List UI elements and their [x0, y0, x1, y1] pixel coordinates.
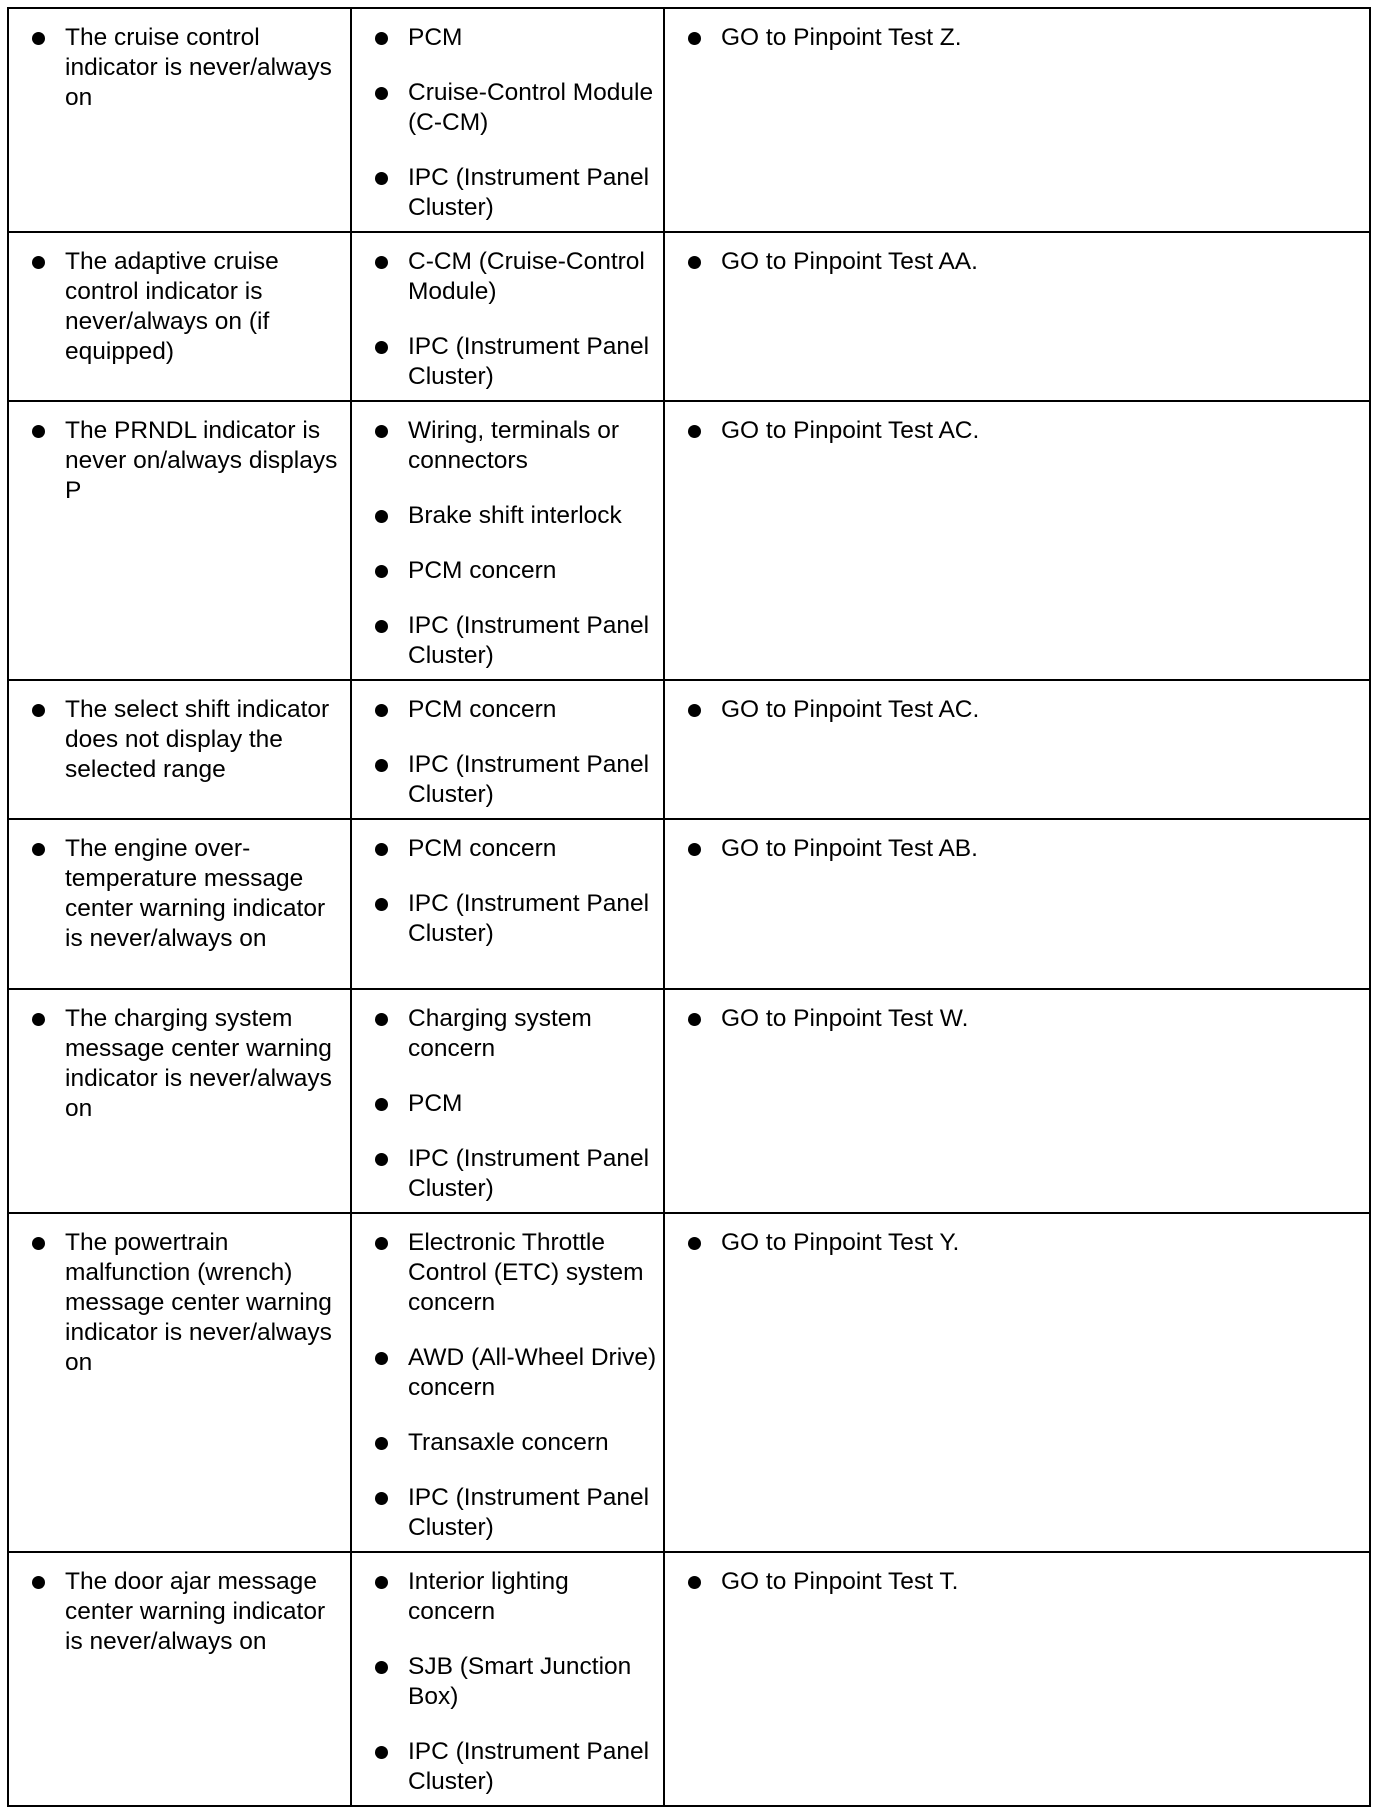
source-item-text: IPC (Instrument Panel Cluster)	[408, 164, 650, 221]
possible-sources-cell	[351, 680, 664, 819]
possible-sources-list	[372, 23, 657, 223]
bullet-icon	[32, 256, 45, 269]
action-list	[685, 1228, 1363, 1258]
condition-item	[29, 416, 344, 506]
bullet-icon	[375, 1437, 388, 1450]
condition-cell	[8, 680, 351, 819]
symptom-chart-table	[7, 7, 1371, 1807]
action-item	[685, 834, 1363, 864]
bullet-icon	[688, 843, 701, 856]
action-cell	[664, 1213, 1370, 1552]
bullet-icon	[688, 704, 701, 717]
action-item-text: GO to Pinpoint Test Z.	[721, 24, 962, 51]
action-list	[685, 695, 1363, 725]
source-item-text: Cruise-Control Module (C-CM)	[408, 79, 654, 136]
table-row	[8, 1552, 1370, 1806]
source-item-text: PCM concern	[408, 557, 557, 584]
condition-cell	[8, 401, 351, 680]
bullet-icon	[375, 1492, 388, 1505]
bullet-icon	[32, 1576, 45, 1589]
action-item	[685, 695, 1363, 725]
source-item	[372, 1483, 657, 1543]
source-item	[372, 501, 657, 531]
bullet-icon	[375, 1098, 388, 1111]
possible-sources-cell	[351, 1213, 664, 1552]
source-item-text: PCM	[408, 1090, 463, 1117]
bullet-icon	[32, 1237, 45, 1250]
action-item-text: GO to Pinpoint Test W.	[721, 1005, 969, 1032]
condition-item-text: The cruise control indicator is never/always on	[65, 24, 332, 111]
source-item	[372, 1737, 657, 1797]
possible-sources-list	[372, 1004, 657, 1204]
action-cell	[664, 1552, 1370, 1806]
action-item-text: GO to Pinpoint Test AC.	[721, 696, 980, 723]
source-item-text: IPC (Instrument Panel Cluster)	[408, 751, 650, 808]
condition-list	[29, 416, 344, 506]
condition-cell	[8, 1552, 351, 1806]
condition-cell	[8, 819, 351, 989]
source-item-text: PCM concern	[408, 835, 557, 862]
action-cell	[664, 989, 1370, 1213]
condition-item-text: The powertrain malfunction (wrench) message center warning indicator is never/always on	[65, 1229, 332, 1376]
action-list	[685, 23, 1363, 53]
source-item	[372, 750, 657, 810]
bullet-icon	[375, 32, 388, 45]
action-item-text: GO to Pinpoint Test AC.	[721, 417, 980, 444]
action-cell	[664, 401, 1370, 680]
source-item-text: SJB (Smart Junction Box)	[408, 1653, 632, 1710]
possible-sources-cell	[351, 401, 664, 680]
bullet-icon	[32, 32, 45, 45]
bullet-icon	[375, 256, 388, 269]
bullet-icon	[375, 704, 388, 717]
condition-list	[29, 1567, 344, 1657]
table-row	[8, 8, 1370, 232]
source-item	[372, 247, 657, 307]
bullet-icon	[375, 1576, 388, 1589]
source-item	[372, 1144, 657, 1204]
source-item	[372, 163, 657, 223]
action-cell	[664, 232, 1370, 401]
source-item	[372, 78, 657, 138]
table-row	[8, 680, 1370, 819]
source-item-text: Charging system concern	[408, 1005, 592, 1062]
source-item	[372, 1228, 657, 1318]
bullet-icon	[688, 256, 701, 269]
action-cell	[664, 680, 1370, 819]
possible-sources-cell	[351, 819, 664, 989]
action-item	[685, 1567, 1363, 1597]
bullet-icon	[375, 1013, 388, 1026]
action-item	[685, 1228, 1363, 1258]
source-item	[372, 332, 657, 392]
condition-cell	[8, 8, 351, 232]
source-item	[372, 611, 657, 671]
possible-sources-list	[372, 1228, 657, 1543]
condition-cell	[8, 989, 351, 1213]
condition-item	[29, 23, 344, 113]
source-item-text: IPC (Instrument Panel Cluster)	[408, 1484, 650, 1541]
bullet-icon	[32, 843, 45, 856]
condition-item-text: The charging system message center warning indicator is never/always on	[65, 1005, 332, 1122]
possible-sources-list	[372, 1567, 657, 1797]
source-item-text: IPC (Instrument Panel Cluster)	[408, 333, 650, 390]
source-item-text: IPC (Instrument Panel Cluster)	[408, 890, 650, 947]
condition-cell	[8, 232, 351, 401]
bullet-icon	[375, 565, 388, 578]
source-item	[372, 1428, 657, 1458]
action-item-text: GO to Pinpoint Test T.	[721, 1568, 959, 1595]
source-item-text: Interior lighting concern	[408, 1568, 569, 1625]
condition-item	[29, 1567, 344, 1657]
condition-list	[29, 834, 344, 954]
table-row	[8, 1213, 1370, 1552]
possible-sources-cell	[351, 1552, 664, 1806]
source-item-text: PCM concern	[408, 696, 557, 723]
bullet-icon	[688, 425, 701, 438]
condition-item-text: The select shift indicator does not display the selected range	[65, 696, 330, 783]
table-row	[8, 401, 1370, 680]
bullet-icon	[688, 1013, 701, 1026]
source-item	[372, 834, 657, 864]
source-item-text: C-CM (Cruise-Control Module)	[408, 248, 645, 305]
symptom-chart-body	[8, 8, 1370, 1806]
bullet-icon	[375, 87, 388, 100]
source-item	[372, 1652, 657, 1712]
bullet-icon	[375, 1661, 388, 1674]
source-item	[372, 1004, 657, 1064]
bullet-icon	[375, 1237, 388, 1250]
bullet-icon	[375, 620, 388, 633]
source-item	[372, 23, 657, 53]
table-row	[8, 819, 1370, 989]
source-item-text: Brake shift interlock	[408, 502, 622, 529]
bullet-icon	[375, 843, 388, 856]
source-item	[372, 1567, 657, 1627]
source-item	[372, 416, 657, 476]
source-item-text: Electronic Throttle Control (ETC) system concern	[408, 1229, 644, 1316]
bullet-icon	[32, 704, 45, 717]
possible-sources-list	[372, 247, 657, 392]
bullet-icon	[32, 425, 45, 438]
possible-sources-cell	[351, 8, 664, 232]
source-item	[372, 695, 657, 725]
source-item-text: IPC (Instrument Panel Cluster)	[408, 1145, 650, 1202]
condition-list	[29, 695, 344, 785]
possible-sources-list	[372, 834, 657, 949]
condition-list	[29, 23, 344, 113]
bullet-icon	[375, 510, 388, 523]
action-list	[685, 1567, 1363, 1597]
bullet-icon	[688, 1576, 701, 1589]
source-item-text: IPC (Instrument Panel Cluster)	[408, 612, 650, 669]
source-item	[372, 556, 657, 586]
condition-item	[29, 834, 344, 954]
source-item	[372, 1343, 657, 1403]
action-item	[685, 416, 1363, 446]
possible-sources-list	[372, 416, 657, 671]
source-item-text: IPC (Instrument Panel Cluster)	[408, 1738, 650, 1795]
source-item-text: Wiring, terminals or connectors	[408, 417, 620, 474]
action-item-text: GO to Pinpoint Test AB.	[721, 835, 978, 862]
action-list	[685, 834, 1363, 864]
action-list	[685, 1004, 1363, 1034]
action-cell	[664, 8, 1370, 232]
action-item-text: GO to Pinpoint Test AA.	[721, 248, 978, 275]
source-item	[372, 1089, 657, 1119]
condition-list	[29, 1004, 344, 1124]
source-item-text: Transaxle concern	[408, 1429, 609, 1456]
condition-item	[29, 247, 344, 367]
bullet-icon	[375, 172, 388, 185]
action-cell	[664, 819, 1370, 989]
bullet-icon	[375, 1352, 388, 1365]
bullet-icon	[32, 1013, 45, 1026]
bullet-icon	[688, 32, 701, 45]
condition-list	[29, 247, 344, 367]
bullet-icon	[375, 1153, 388, 1166]
condition-item-text: The PRNDL indicator is never on/always displays P	[65, 417, 338, 504]
action-list	[685, 416, 1363, 446]
bullet-icon	[375, 898, 388, 911]
possible-sources-cell	[351, 232, 664, 401]
bullet-icon	[375, 1746, 388, 1759]
bullet-icon	[688, 1237, 701, 1250]
action-item	[685, 23, 1363, 53]
source-item-text: PCM	[408, 24, 463, 51]
condition-item-text: The adaptive cruise control indicator is never/always on (if equipped)	[65, 248, 279, 365]
condition-item	[29, 695, 344, 785]
source-item	[372, 889, 657, 949]
condition-item	[29, 1004, 344, 1124]
action-item-text: GO to Pinpoint Test Y.	[721, 1229, 960, 1256]
source-item-text: AWD (All-Wheel Drive) concern	[408, 1344, 657, 1401]
action-item	[685, 1004, 1363, 1034]
bullet-icon	[375, 759, 388, 772]
table-row	[8, 232, 1370, 401]
bullet-icon	[375, 341, 388, 354]
condition-item-text: The engine over-temperature message center warning indicator is never/always on	[65, 835, 326, 952]
possible-sources-cell	[351, 989, 664, 1213]
condition-cell	[8, 1213, 351, 1552]
condition-item-text: The door ajar message center warning indicator is never/always on	[65, 1568, 326, 1655]
bullet-icon	[375, 425, 388, 438]
possible-sources-list	[372, 695, 657, 810]
table-row	[8, 989, 1370, 1213]
action-list	[685, 247, 1363, 277]
action-item	[685, 247, 1363, 277]
condition-list	[29, 1228, 344, 1378]
condition-item	[29, 1228, 344, 1378]
